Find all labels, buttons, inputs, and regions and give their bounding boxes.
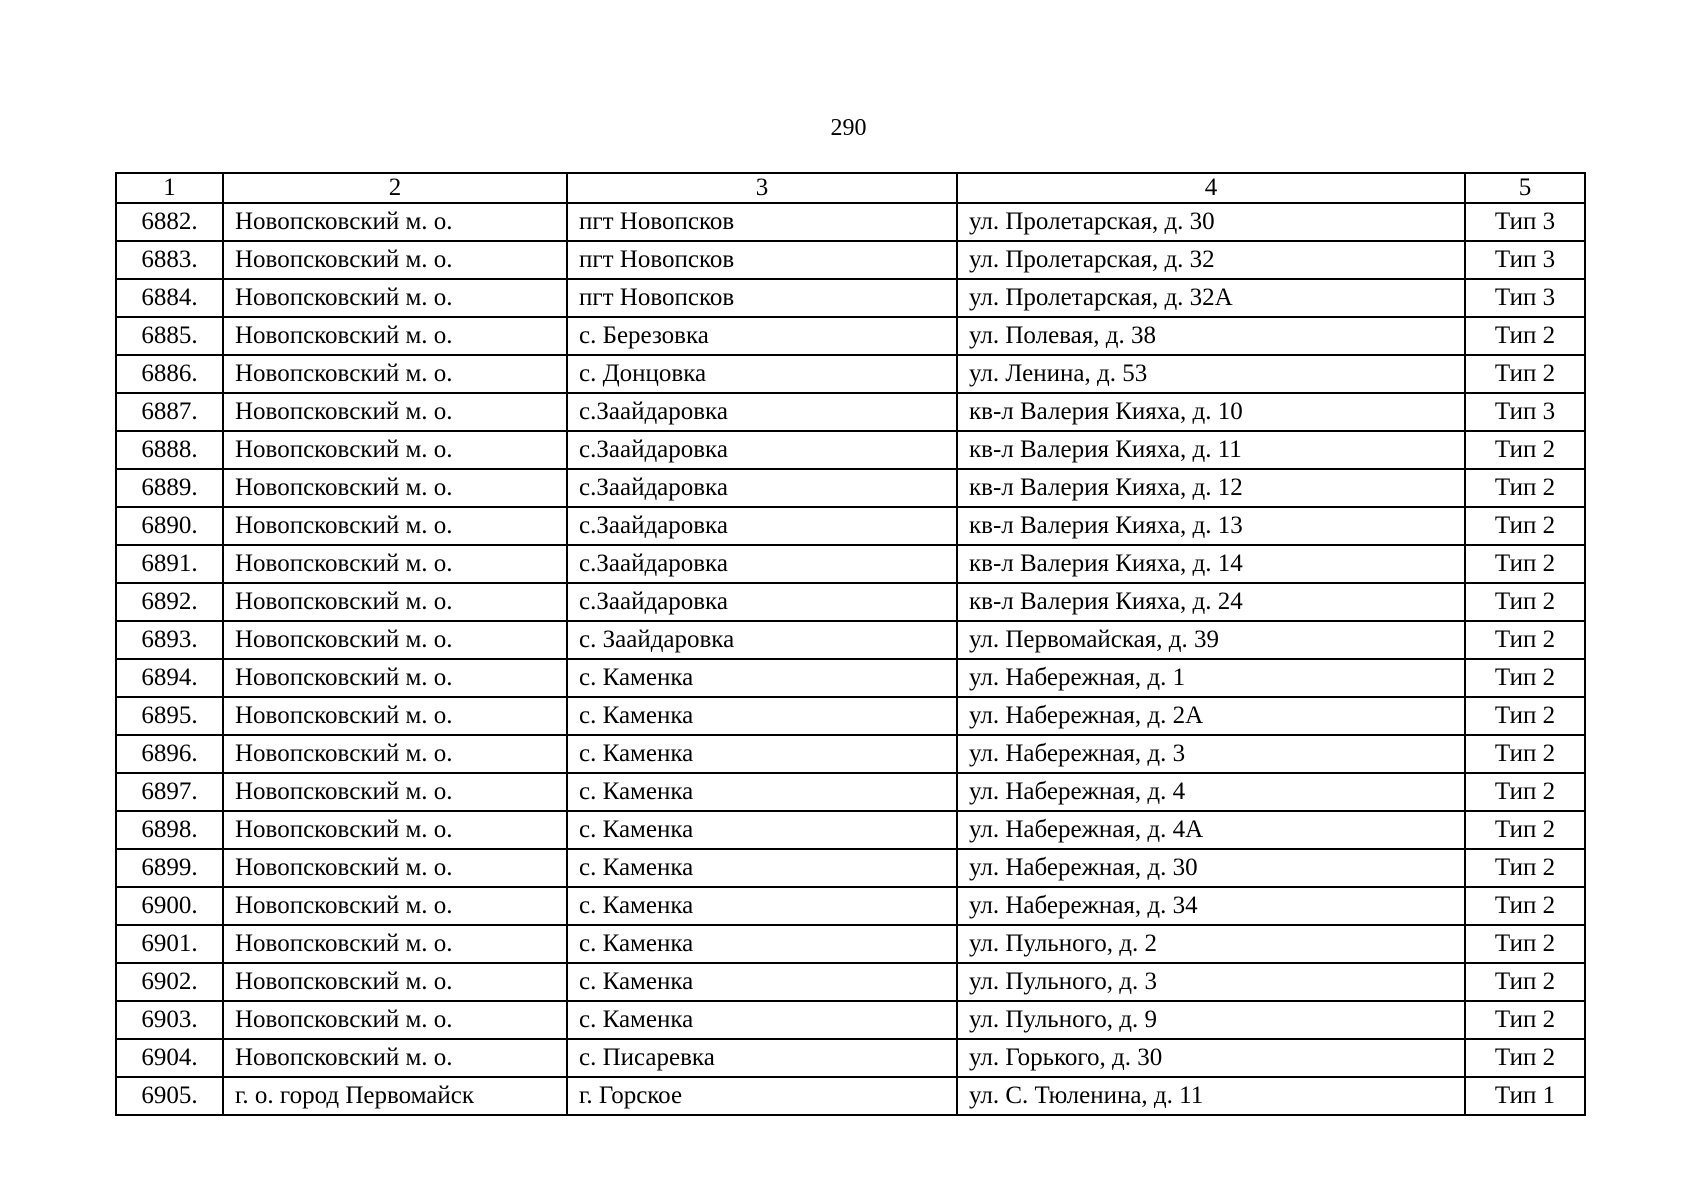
cell-number: 6882. bbox=[116, 203, 223, 241]
cell-municipality: Новопсковский м. о. bbox=[223, 431, 567, 469]
cell-number: 6888. bbox=[116, 431, 223, 469]
cell-number: 6894. bbox=[116, 659, 223, 697]
table-row bbox=[116, 811, 1585, 849]
cell-settlement: с. Каменка bbox=[567, 925, 957, 963]
table-row bbox=[116, 659, 1585, 697]
cell-number: 6883. bbox=[116, 241, 223, 279]
cell-number: 6889. bbox=[116, 469, 223, 507]
cell-municipality: Новопсковский м. о. bbox=[223, 545, 567, 583]
cell-type: Тип 2 bbox=[1465, 697, 1585, 735]
cell-settlement: пгт Новопсков bbox=[567, 203, 957, 241]
table-row bbox=[116, 1039, 1585, 1077]
table-row bbox=[116, 925, 1585, 963]
cell-settlement: с. Каменка bbox=[567, 811, 957, 849]
cell-number: 6886. bbox=[116, 355, 223, 393]
cell-type: Тип 2 bbox=[1465, 811, 1585, 849]
cell-number: 6905. bbox=[116, 1077, 223, 1115]
cell-municipality: Новопсковский м. о. bbox=[223, 317, 567, 355]
cell-address: ул. Пульного, д. 3 bbox=[957, 963, 1465, 1001]
cell-municipality: Новопсковский м. о. bbox=[223, 925, 567, 963]
cell-type: Тип 2 bbox=[1465, 317, 1585, 355]
cell-settlement: с.Заайдаровка bbox=[567, 469, 957, 507]
cell-number: 6903. bbox=[116, 1001, 223, 1039]
table-row bbox=[116, 241, 1585, 279]
column-header-address: 4 bbox=[957, 173, 1465, 203]
cell-settlement: с. Березовка bbox=[567, 317, 957, 355]
cell-municipality: Новопсковский м. о. bbox=[223, 735, 567, 773]
cell-settlement: с.Заайдаровка bbox=[567, 545, 957, 583]
cell-address: ул. Пролетарская, д. 32 bbox=[957, 241, 1465, 279]
cell-type: Тип 3 bbox=[1465, 279, 1585, 317]
column-header-settlement: 3 bbox=[567, 173, 957, 203]
cell-number: 6887. bbox=[116, 393, 223, 431]
cell-settlement: с. Каменка bbox=[567, 887, 957, 925]
cell-address: ул. Набережная, д. 3 bbox=[957, 735, 1465, 773]
table-row bbox=[116, 545, 1585, 583]
cell-settlement: пгт Новопсков bbox=[567, 241, 957, 279]
cell-type: Тип 2 bbox=[1465, 849, 1585, 887]
cell-type: Тип 2 bbox=[1465, 621, 1585, 659]
cell-number: 6896. bbox=[116, 735, 223, 773]
cell-settlement: с. Заайдаровка bbox=[567, 621, 957, 659]
table-row bbox=[116, 887, 1585, 925]
table-row bbox=[116, 773, 1585, 811]
cell-address: ул. Набережная, д. 30 bbox=[957, 849, 1465, 887]
table-body bbox=[116, 203, 1585, 1115]
cell-municipality: Новопсковский м. о. bbox=[223, 659, 567, 697]
column-header-type: 5 bbox=[1465, 173, 1585, 203]
cell-municipality: Новопсковский м. о. bbox=[223, 773, 567, 811]
cell-type: Тип 2 bbox=[1465, 735, 1585, 773]
table-row bbox=[116, 621, 1585, 659]
cell-address: ул. Пролетарская, д. 30 bbox=[957, 203, 1465, 241]
cell-type: Тип 2 bbox=[1465, 963, 1585, 1001]
cell-address: ул. Набережная, д. 1 bbox=[957, 659, 1465, 697]
cell-number: 6895. bbox=[116, 697, 223, 735]
table-row bbox=[116, 317, 1585, 355]
cell-municipality: Новопсковский м. о. bbox=[223, 1039, 567, 1077]
cell-settlement: с. Каменка bbox=[567, 963, 957, 1001]
cell-address: ул. С. Тюленина, д. 11 bbox=[957, 1077, 1465, 1115]
cell-type: Тип 2 bbox=[1465, 925, 1585, 963]
cell-type: Тип 2 bbox=[1465, 1039, 1585, 1077]
cell-number: 6898. bbox=[116, 811, 223, 849]
cell-address: ул. Ленина, д. 53 bbox=[957, 355, 1465, 393]
cell-type: Тип 2 bbox=[1465, 583, 1585, 621]
cell-address: ул. Полевая, д. 38 bbox=[957, 317, 1465, 355]
cell-settlement: с. Донцовка bbox=[567, 355, 957, 393]
cell-type: Тип 2 bbox=[1465, 1001, 1585, 1039]
cell-settlement: с.Заайдаровка bbox=[567, 583, 957, 621]
cell-type: Тип 2 bbox=[1465, 431, 1585, 469]
table-header-row bbox=[116, 173, 1585, 203]
cell-address: кв-л Валерия Кияха, д. 11 bbox=[957, 431, 1465, 469]
cell-type: Тип 2 bbox=[1465, 887, 1585, 925]
table-row bbox=[116, 849, 1585, 887]
cell-number: 6890. bbox=[116, 507, 223, 545]
table-row bbox=[116, 279, 1585, 317]
page-number: 290 bbox=[830, 115, 867, 141]
cell-settlement: с.Заайдаровка bbox=[567, 431, 957, 469]
cell-settlement: с. Каменка bbox=[567, 697, 957, 735]
cell-settlement: с. Каменка bbox=[567, 659, 957, 697]
cell-type: Тип 2 bbox=[1465, 469, 1585, 507]
cell-number: 6904. bbox=[116, 1039, 223, 1077]
table-row bbox=[116, 469, 1585, 507]
cell-settlement: с. Писаревка bbox=[567, 1039, 957, 1077]
cell-municipality: Новопсковский м. о. bbox=[223, 621, 567, 659]
cell-type: Тип 2 bbox=[1465, 773, 1585, 811]
cell-municipality: Новопсковский м. о. bbox=[223, 241, 567, 279]
cell-municipality: Новопсковский м. о. bbox=[223, 887, 567, 925]
table-row bbox=[116, 355, 1585, 393]
table-row bbox=[116, 507, 1585, 545]
cell-address: ул. Набережная, д. 4А bbox=[957, 811, 1465, 849]
column-header-municipality: 2 bbox=[223, 173, 567, 203]
cell-municipality: Новопсковский м. о. bbox=[223, 279, 567, 317]
cell-type: Тип 1 bbox=[1465, 1077, 1585, 1115]
cell-address: ул. Пролетарская, д. 32А bbox=[957, 279, 1465, 317]
table-row bbox=[116, 697, 1585, 735]
cell-settlement: с. Каменка bbox=[567, 773, 957, 811]
cell-settlement: с. Каменка bbox=[567, 1001, 957, 1039]
table-row bbox=[116, 1001, 1585, 1039]
cell-address: кв-л Валерия Кияха, д. 24 bbox=[957, 583, 1465, 621]
table-row bbox=[116, 583, 1585, 621]
cell-number: 6891. bbox=[116, 545, 223, 583]
table-row bbox=[116, 735, 1585, 773]
cell-address: кв-л Валерия Кияха, д. 10 bbox=[957, 393, 1465, 431]
cell-type: Тип 3 bbox=[1465, 203, 1585, 241]
cell-number: 6899. bbox=[116, 849, 223, 887]
cell-number: 6900. bbox=[116, 887, 223, 925]
table-row bbox=[116, 1077, 1585, 1115]
cell-municipality: Новопсковский м. о. bbox=[223, 811, 567, 849]
cell-number: 6892. bbox=[116, 583, 223, 621]
cell-settlement: г. Горское bbox=[567, 1077, 957, 1115]
cell-type: Тип 2 bbox=[1465, 507, 1585, 545]
cell-municipality: Новопсковский м. о. bbox=[223, 963, 567, 1001]
cell-address: ул. Пульного, д. 9 bbox=[957, 1001, 1465, 1039]
cell-address: ул. Пульного, д. 2 bbox=[957, 925, 1465, 963]
cell-municipality: г. о. город Первомайск bbox=[223, 1077, 567, 1115]
address-table bbox=[115, 172, 1586, 1116]
table-row bbox=[116, 203, 1585, 241]
cell-type: Тип 2 bbox=[1465, 659, 1585, 697]
cell-municipality: Новопсковский м. о. bbox=[223, 849, 567, 887]
cell-municipality: Новопсковский м. о. bbox=[223, 1001, 567, 1039]
cell-address: ул. Набережная, д. 2А bbox=[957, 697, 1465, 735]
table-row bbox=[116, 431, 1585, 469]
cell-address: ул. Набережная, д. 34 bbox=[957, 887, 1465, 925]
cell-municipality: Новопсковский м. о. bbox=[223, 697, 567, 735]
cell-municipality: Новопсковский м. о. bbox=[223, 203, 567, 241]
cell-number: 6884. bbox=[116, 279, 223, 317]
cell-number: 6885. bbox=[116, 317, 223, 355]
cell-municipality: Новопсковский м. о. bbox=[223, 469, 567, 507]
cell-address: ул. Горького, д. 30 bbox=[957, 1039, 1465, 1077]
cell-settlement: с. Каменка bbox=[567, 735, 957, 773]
cell-address: кв-л Валерия Кияха, д. 12 bbox=[957, 469, 1465, 507]
cell-number: 6901. bbox=[116, 925, 223, 963]
cell-settlement: пгт Новопсков bbox=[567, 279, 957, 317]
cell-municipality: Новопсковский м. о. bbox=[223, 355, 567, 393]
cell-type: Тип 3 bbox=[1465, 393, 1585, 431]
cell-address: ул. Первомайская, д. 39 bbox=[957, 621, 1465, 659]
cell-settlement: с.Заайдаровка bbox=[567, 393, 957, 431]
cell-address: кв-л Валерия Кияха, д. 13 bbox=[957, 507, 1465, 545]
column-header-number: 1 bbox=[116, 173, 223, 203]
cell-municipality: Новопсковский м. о. bbox=[223, 507, 567, 545]
table-row bbox=[116, 393, 1585, 431]
cell-settlement: с.Заайдаровка bbox=[567, 507, 957, 545]
cell-address: кв-л Валерия Кияха, д. 14 bbox=[957, 545, 1465, 583]
cell-number: 6893. bbox=[116, 621, 223, 659]
cell-municipality: Новопсковский м. о. bbox=[223, 393, 567, 431]
table-row bbox=[116, 963, 1585, 1001]
cell-number: 6902. bbox=[116, 963, 223, 1001]
cell-municipality: Новопсковский м. о. bbox=[223, 583, 567, 621]
cell-type: Тип 3 bbox=[1465, 241, 1585, 279]
cell-type: Тип 2 bbox=[1465, 545, 1585, 583]
cell-address: ул. Набережная, д. 4 bbox=[957, 773, 1465, 811]
cell-settlement: с. Каменка bbox=[567, 849, 957, 887]
cell-type: Тип 2 bbox=[1465, 355, 1585, 393]
cell-number: 6897. bbox=[116, 773, 223, 811]
